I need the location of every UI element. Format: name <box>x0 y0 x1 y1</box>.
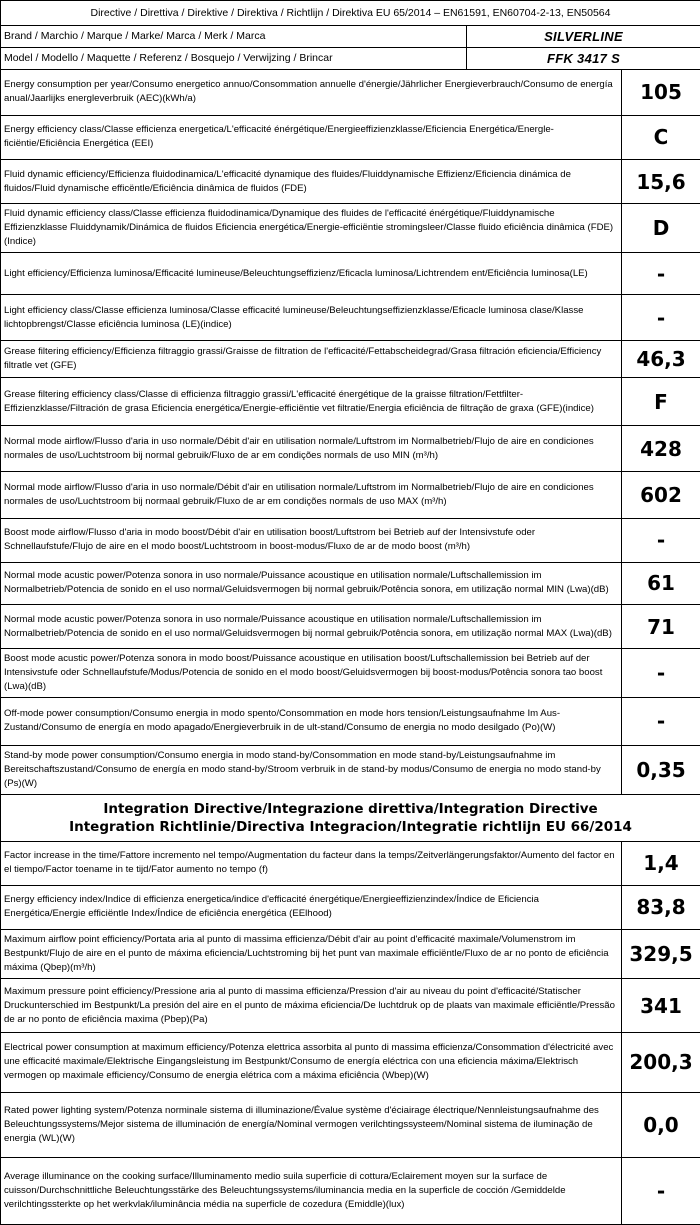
spec-row <box>1 341 700 378</box>
spec-label: Boost mode airflow/Flusso d'aria in modo boost/Débit d'air en utilisation boost/Luftstrom bei Betrieb auf der Intensivstufe oder Schnellaufstufe/Flujo de aire en el modo boost/Luchtstroom in boost-modus/Fluxo de ar de modo boost (m³/h) <box>1 519 622 563</box>
spec-value: 61 <box>622 562 700 605</box>
spec-row <box>1 562 700 605</box>
spec-value: - <box>622 1158 700 1225</box>
spec-value: D <box>622 203 700 252</box>
spec-row <box>1 378 700 426</box>
spec-value: 1,4 <box>622 841 700 885</box>
spec-label: Light efficiency/Efficienza luminosa/Efficacité lumineuse/Beleuchtungseffizienz/Eficacla luminosa/Lichtrendem ent/Eficiência luminosa(LE) <box>1 252 622 295</box>
spec-label: Energy consumption per year/Consumo energetico annuo/Consommation annuelle d'énergie/Jährlicher Energieverbrauch/Consumo de energía anual/Jaarlijks energleverbruik (AEC)(kWh/a) <box>1 69 622 115</box>
spec-value: 46,3 <box>622 341 700 378</box>
spec-row <box>1 605 700 649</box>
spec-value: 83,8 <box>622 885 700 930</box>
spec-label: Fluid dynamic efficiency/Efficienza fluidodinamica/L'efficacité dynamique des fluides/Fluiddynamische Effizienz/Eficiencia dinámica de fluidos/Fluid dynamische efficëntle/Eficiência dinâmica de fluidos (FDE) <box>1 160 622 204</box>
spec-label: Normal mode airflow/Flusso d'aria in uso normale/Débit d'air en utilisation normale/Luftstrom im Normalbetrieb/Flujo de aire en condiciones normales de uso/Luchtstroom bij normaal gebruik/Fluxo de ar em condições normals de uso MAX (m³/h) <box>1 472 622 519</box>
spec-row <box>1 519 700 563</box>
spec-label: Energy efficiency class/Classe efficienza energetica/L'efficacité énérgétique/Energieeffizienzklasse/Eficiencia Energética/Energle-ficiëntie/Eficiência Energética (EEI) <box>1 115 622 160</box>
integration-spec-row <box>1 1092 700 1157</box>
spec-value: 105 <box>622 69 700 115</box>
spec-label: Factor increase in the time/Fattore incremento nel tempo/Augmentation du facteur dans la temps/Zeitverlängerungsfaktor/Aumento del factor en el tiempo/Factor toename in te tijd/Fator aumento no tempo (f) <box>1 841 622 885</box>
integration-spec-row <box>1 841 700 885</box>
spec-label: Average illuminance on the cooking surface/Illuminamento medio suila superficie di cottura/Eclairement moyen sur la surface de cuisson/Durchschnittliche Beleuchtungsstärke des Beleuchtungssystems/iluminancia media en la superficle de cocción /Gemiddelde verilchtingssterkte op het werkvlak/iluminância média na superficle de cozedura (Emiddle)(lux) <box>1 1158 622 1225</box>
brand-value: SILVERLINE <box>467 26 700 48</box>
spec-label: Grease filtering efficiency class/Classe di efficienza filtraggio grassi/L'efficacité énergétique de la graisse filtration/Fettfilter-Effizienzklasse/Filtración de grasa Eficiencia energética/Energie-efficiëntie vet filtratie/Energia eficiência de filtração de graxa (GFE)(indice) <box>1 378 622 426</box>
spec-label: Stand-by mode power consumption/Consumo energia in modo stand-by/Consommation en mode stand-by/Leistungsaufnahme im Bereitschaftszustand/Consumo de energía en modo stand-by/Stroom verbruik in de stand-by modus/Consumo de energia no modo stand-by (Ps)(W) <box>1 745 622 794</box>
spec-value: C <box>622 115 700 160</box>
spec-label: Normal mode airflow/Flusso d'aria in uso normale/Débit d'air en utilisation normale/Luftstrom im Normalbetrieb/Flujo de aire en condiciones normales de uso/Luchtstroom bij normal gebruik/Fluxo de ar em condições normals de uso MIN (m³/h) <box>1 426 622 472</box>
model-value: FFK 3417 S <box>467 47 700 69</box>
spec-value: F <box>622 378 700 426</box>
directive-row <box>1 1 700 26</box>
model-label: Model / Modello / Maquette / Referenz / Bosquejo / Verwijzing / Brincar <box>1 47 467 69</box>
table-body <box>1 1 700 1225</box>
spec-label: Maximum pressure point efficiency/Pressione aria al punto di massima efficienza/Pression d'air au niveau du point d'efficacité/Statischer Druckunterschied im Bestpunkt/La presión del aire en el punto de máxima eficiencia/De luchtdruk op de plaats van maximale efficiëntle/Pressão de ar no ponto de eficiência maxima (Pbep)(Pa) <box>1 979 622 1032</box>
spec-label: Off-mode power consumption/Consumo energia in modo spento/Consommation en mode hors tension/Leistungsaufnahme Im Aus-Zustand/Consumo de energía en modo apagado/Energieverbruik in de ult-stand/Consumo de energia no modo desilgado (Po)(W) <box>1 697 622 745</box>
spec-value: 329,5 <box>622 930 700 979</box>
spec-row <box>1 115 700 160</box>
spec-value: 0,0 <box>622 1092 700 1157</box>
spec-label: Normal mode acustic power/Potenza sonora in uso normale/Puissance acoustique en utilisation normale/Luftschallemission im Normalbetrieb/Potencia de sonido en el uso normal/Geluidsvermogen bij normal gebruik/Potência sonora, em utilização normal MIN (Lwa)(dB) <box>1 562 622 605</box>
spec-row <box>1 745 700 794</box>
spec-label: Rated power lighting system/Potenza norminale sistema di illuminazione/Évalue système d'éciairage électrique/Nennleistungsaufnahme des Beleuchtungssystems/Mejor sistema de illuminación de energía/Nominal vermogen verilchtingssysteem/Nominal sistema de iluminação de energia (WL)(W) <box>1 1092 622 1157</box>
spec-row <box>1 252 700 295</box>
spec-row <box>1 203 700 252</box>
model-row <box>1 47 700 69</box>
spec-row <box>1 697 700 745</box>
integration-spec-row <box>1 930 700 979</box>
brand-label: Brand / Marchio / Marque / Marke/ Marca / Merk / Marca <box>1 26 467 48</box>
spec-value: - <box>622 519 700 563</box>
brand-row <box>1 26 700 48</box>
integration-title-line-2: Integration Richtlinie/Directiva Integracion/Integratie richtlijn EU 66/2014 <box>69 818 632 835</box>
spec-value: - <box>622 697 700 745</box>
integration-spec-row <box>1 885 700 930</box>
spec-value: 602 <box>622 472 700 519</box>
spec-value: 200,3 <box>622 1032 700 1092</box>
spec-label: Light efficiency class/Classe efficienza luminosa/Classe efficacité lumineuse/Beleuchtungseffizienzklasse/Eficacle luminosa clase/Klasse lichtopbrengst/Classe eficiência luminosa (LE)(indice) <box>1 295 622 341</box>
spec-label: Maximum airflow point efficiency/Portata aria al punto di massima efficienza/Débit d'air au point d'efficacité maximale/Volumenstrom im Bestpunkt/Flujo de aire en el punto de máxima eficiencia/Luchtstroming bij het punt van maximale efficiëntle/Fluxo de ar no ponto de eficiência máxima (Qbep)(m³/h) <box>1 930 622 979</box>
spec-value: 71 <box>622 605 700 649</box>
spec-row <box>1 295 700 341</box>
spec-label: Energy efficiency index/Indice di efficienza energetica/indice d'efficacité énergétique/Energieeffizienzindex/Índice de Eficiencia Energética/Energie efficiëntle Index/Índice de eficiência energética (EElhood) <box>1 885 622 930</box>
spec-value: - <box>622 295 700 341</box>
spec-value: 341 <box>622 979 700 1032</box>
spec-label: Electrical power consumption at maximum efficiency/Potenza elettrica assorbita al punto di massima efficienza/Consommation d'électricité avec une efficacité maximale/Elektrische Eingangsleistung im Bestpunkt/Consumo de energía eléctrica con una eficiencia máxima/Elektrisch vermogen op maximale efficiency/Consumo de energia elétrica com a máxima eficiência (Wbep)(W) <box>1 1032 622 1092</box>
spec-value: 0,35 <box>622 745 700 794</box>
integration-spec-row <box>1 1032 700 1092</box>
spec-row <box>1 69 700 115</box>
spec-value: 428 <box>622 426 700 472</box>
directive-header: Directive / Direttiva / Direktive / Direktiva / Richtlijn / Direktiva EU 65/2014 – EN61591, EN60704-2-13, EN50564 <box>1 1 700 26</box>
spec-row <box>1 160 700 204</box>
spec-row <box>1 472 700 519</box>
integration-section-title <box>1 795 700 842</box>
integration-section-row <box>1 795 700 842</box>
spec-value: - <box>622 648 700 697</box>
spec-label: Fluid dynamic efficiency class/Classe efficienza fluidodinamica/Dynamique des fluides de l'efficacité énérgétique/Fluiddynamische Effizienzklasse Fluiddynamik/Dinámica de fluidos Eficiencia energética/Energie-efficiëntie stromingsleer/Classe fluido eficiência dinâmica (FDE) (Indice) <box>1 203 622 252</box>
spec-value: - <box>622 252 700 295</box>
spec-value: 15,6 <box>622 160 700 204</box>
spec-row <box>1 426 700 472</box>
integration-spec-row <box>1 979 700 1032</box>
spec-label: Boost mode acustic power/Potenza sonora in modo boost/Puissance acoustique en utilisation boost/Luftschallemission bei Betrieb auf der Intensivstufe oder Schnellaufstufe/Modus/Potencia de sonido en el modo boost/Geluidsvermogen bij boost-modus/Potência sonora tao boost (Lwa)(dB) <box>1 648 622 697</box>
integration-spec-row <box>1 1158 700 1225</box>
spec-row <box>1 648 700 697</box>
spec-label: Normal mode acustic power/Potenza sonora in uso normale/Puissance acoustique en utilisation normale/Luftschallemission im Normalbetrieb/Potencia de sonido en el uso normal/Geluidsvermogen bij normal gebruik/Potência sonora, em utilização normal MAX (Lwa)(dB) <box>1 605 622 649</box>
spec-label: Grease filtering efficiency/Efficienza filtraggio grassi/Graisse de filtration de l'efficacité/Fettabscheidegrad/Grasa filtración eficiencia/Efficiency filtratle vet (GFE) <box>1 341 622 378</box>
integration-title-line-1: Integration Directive/Integrazione direttiva/Integration Directive <box>103 800 598 817</box>
